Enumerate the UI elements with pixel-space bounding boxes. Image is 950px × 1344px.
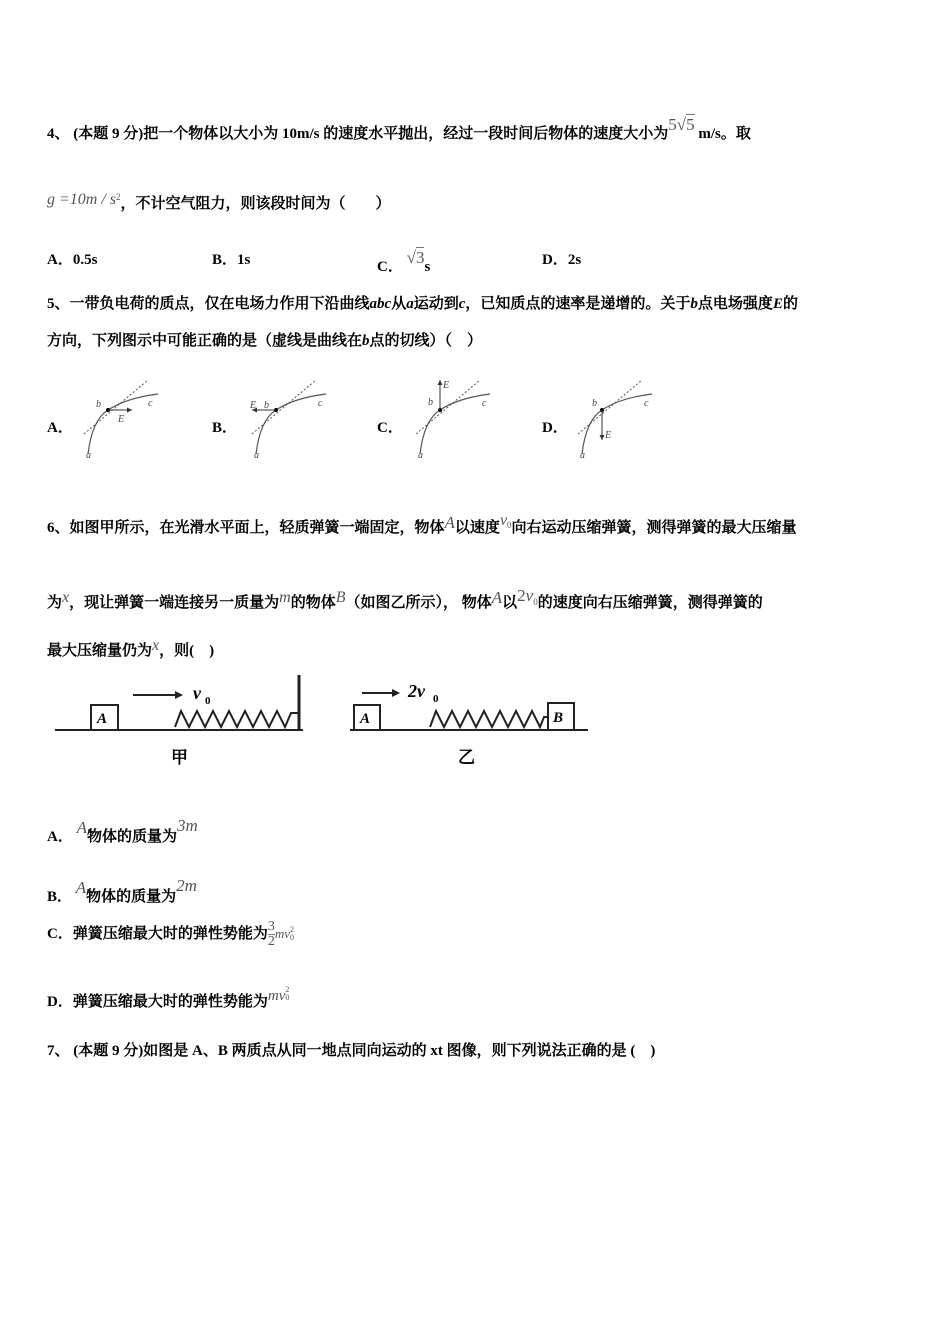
box-a: A <box>97 711 108 727</box>
fig-label-b: b <box>592 398 597 409</box>
box-a: A <box>360 711 371 727</box>
two-v0-label: 2v <box>408 681 425 701</box>
q5-line1: 5、一带负电荷的质点，仅在电场力作用下沿曲线abc从a运动到c，已知质点的速率是递增的。关于b点电场强度E的 <box>47 296 798 312</box>
fig-label-a: a <box>86 450 91 461</box>
fig-label-b: b <box>428 397 433 408</box>
q7-line1: 7、 (本题 9 分)如图是 A、B 两质点从同一地点同向运动的 xt 图像，则下列说法正确的是 ( ) <box>47 1043 656 1059</box>
q4-option-b[interactable]: B．1s <box>212 252 251 268</box>
fig-label-b: b <box>96 399 101 410</box>
fig-label-E: E <box>250 400 257 411</box>
fig-label-b: b <box>264 400 269 411</box>
q6-option-d[interactable]: D．弹簧压缩最大时的弹性势能为mv 2 0 <box>47 985 290 1010</box>
q6-line2: 为x，现让弹簧一端连接另一质量为m的物体B（如图乙所示）， 物体A以2v0的速度向右压缩弹簧，测得弹簧的 <box>47 586 763 611</box>
q6-option-b[interactable]: B． A物体的质量为2m <box>47 876 197 905</box>
v0-label: v <box>193 683 201 703</box>
v0-sub: 0 <box>205 695 211 707</box>
q5-option-d-label[interactable]: D． <box>542 420 568 436</box>
fig-label-a: a <box>254 450 259 461</box>
fig-label-E: E <box>605 430 612 441</box>
q5-line2: 方向，下列图示中可能正确的是（虚线是曲线在b点的切线）（ ） <box>47 333 483 349</box>
q4-option-d[interactable]: D．2s <box>542 252 582 268</box>
q6-option-c[interactable]: C．弹簧压缩最大时的弹性势能为 $\frac{3}{2}$ mv 2 0 <box>47 919 295 949</box>
q4-line2: $g =10m / s^2$，不计空气阻力，则该段时间为（ ） <box>47 191 391 212</box>
fig-label-c: c <box>644 398 649 409</box>
q4-line1: 4、 (本题 9 分)把一个物体以大小为 10m/s 的速度水平抛出，经过一段时间后物体的速度大小为5√5 m/s。取 <box>47 115 751 142</box>
fig-label-E: E <box>118 414 125 425</box>
q5-figure-b <box>246 378 336 462</box>
q5-figure-c <box>410 376 500 462</box>
q4-option-a[interactable]: A．0.5s <box>47 252 98 268</box>
fig-label-a: a <box>580 450 585 461</box>
q5-option-a-label[interactable]: A． <box>47 420 73 436</box>
box-b: B <box>553 710 564 726</box>
q6-figure-jia <box>55 675 310 770</box>
q5-option-b-label[interactable]: B． <box>212 420 238 436</box>
q5-figure-a <box>78 378 168 462</box>
q6-option-a[interactable]: A． A物体的质量为3m <box>47 816 198 845</box>
q5-option-c-label[interactable]: C． <box>377 420 403 436</box>
figure-label-yi: 乙 <box>458 748 475 767</box>
two-v0-sub: 0 <box>433 693 439 705</box>
figure-label-jia: 甲 <box>171 748 188 767</box>
fig-label-c: c <box>148 398 153 409</box>
q4-option-c[interactable]: C． √3s <box>377 248 431 275</box>
fig-label-a: a <box>418 450 423 461</box>
q6-line1: 6、如图甲所示，在光滑水平面上，轻质弹簧一端固定，物体A以速度$v^0$向右运动压缩弹簧，测得弹簧的最大压缩量 <box>47 512 797 536</box>
fig-label-c: c <box>318 398 323 409</box>
q6-line3: 最大压缩量仍为x，则( ) <box>47 637 215 659</box>
fig-label-c: c <box>482 398 487 409</box>
fig-label-E: E <box>443 380 450 391</box>
q6-figure-yi <box>346 675 591 770</box>
q5-figure-d <box>572 376 662 462</box>
